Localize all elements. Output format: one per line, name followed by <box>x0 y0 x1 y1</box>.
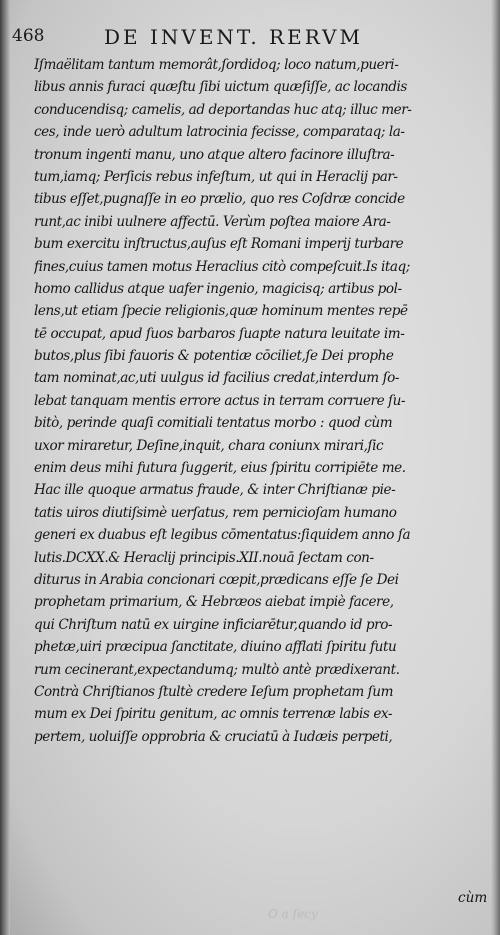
text-line: generi ex duabus eſt legibus cōmentatus:ſiquidem anno ſa <box>34 527 411 544</box>
page-gutter-shadow <box>0 0 10 935</box>
text-line: tam nominat,ac,uti uulgus id facilius credat,interdum ſo- <box>34 370 400 387</box>
text-line: lens,ut etiam ſpecie religionis,quæ hominum mentes repē <box>34 303 408 320</box>
text-line: tronum ingenti manu, uno atque altero facinore illuſtra- <box>34 146 395 163</box>
running-head <box>12 22 482 52</box>
text-line: tē occupat, apud ſuos barbaros ſuapte natura leuitate im- <box>34 325 405 342</box>
text-line: tatis uiros diutiſsimè uerſatus, rem pernicioſam humano <box>34 504 397 521</box>
text-line: libus annis furaci quæſtu ſibi uictum quæſiſſe, ac locandis <box>34 79 407 96</box>
text-line: ces, inde uerò adultum latrocinia fecisse, comparataq; la- <box>34 124 405 141</box>
page-number: 468 <box>12 26 45 46</box>
text-line: butos,plus ſibi fauoris & potentiæ cōciliet,ſe Dei prophe <box>34 348 394 365</box>
page-edge-shadow <box>491 0 500 935</box>
text-line: prophetam primarium, & Hebræos aiebat impiè facere, <box>34 594 394 611</box>
text-line: tum,iamq; Perſicis rebus infeſtum, ut qui in Heraclij par- <box>34 168 398 185</box>
text-line: phetæ,uiri præcipua ſanctitate, diuino afflati ſpiritu futu <box>34 639 397 656</box>
text-line: bum exercitu inſtructus,auſus eſt Romani imperij turbare <box>34 236 404 253</box>
text-line: tibus eſſet,pugnaſſe in eo prælio, quo res Coſdræ concide <box>34 191 405 208</box>
body-text <box>34 54 484 748</box>
catchword: cùm <box>458 890 488 906</box>
text-line: enim deus mihi futura ſuggerit, eius ſpiritu corripiēte me. <box>34 460 406 477</box>
text-line: conducendisq; camelis, ad deportandas huc atq; illuc mer- <box>34 101 412 118</box>
text-line: pertem, uoluiſſe opprobria & cruciatū à Iudæis perpeti, <box>34 728 393 745</box>
text-line: Iſmaëlitam tantum memorât,ſordidoq; loco natum,pueri- <box>34 57 399 73</box>
running-title: DE INVENT. RERVM <box>104 25 363 49</box>
text-line: rum cecinerant,expectandumq; multò antè prædixerant. <box>34 661 400 678</box>
text-line: homo callidus atque uafer ingenio, magicisq; artibus pol- <box>34 280 402 297</box>
text-line: diturus in Arabia concionari cœpit,prædicans eſſe ſe Dei <box>34 571 399 588</box>
text-line: qui Chriſtum natū ex uirgine inficiarētur,quando id pro- <box>34 616 393 633</box>
text-line: uxor miraretur, Deſine,inquit, chara coniunx mirari,ſic <box>34 437 384 454</box>
text-line: mum ex Dei ſpiritu genitum, ac omnis terrenæ labis ex- <box>34 706 393 723</box>
text-line: Hac ille quoque armatus fraude, & inter Chriſtianæ pie- <box>34 482 396 499</box>
text-line: bitò, perinde quaſi comitiali tentatus morbo : quod cùm <box>34 415 393 432</box>
text-line: runt,ac inibi uulnere affectū. Verùm poſtea maiore Ara- <box>34 213 391 230</box>
text-line: lutis.DCXX.& Heraclij principis.XII.nouā ſectam con- <box>34 549 374 566</box>
text-line: Contrà Chriſtianos ſtultè credere Ieſum prophetam ſum <box>34 683 394 700</box>
text-line: lebat tanquam mentis errore actus in terram corruere ſu- <box>34 392 406 409</box>
bleed-through-text: O a ſecy <box>268 907 318 921</box>
text-line: fines,cuius tamen motus Heraclius citò compeſcuit.Is itaq; <box>34 258 410 275</box>
